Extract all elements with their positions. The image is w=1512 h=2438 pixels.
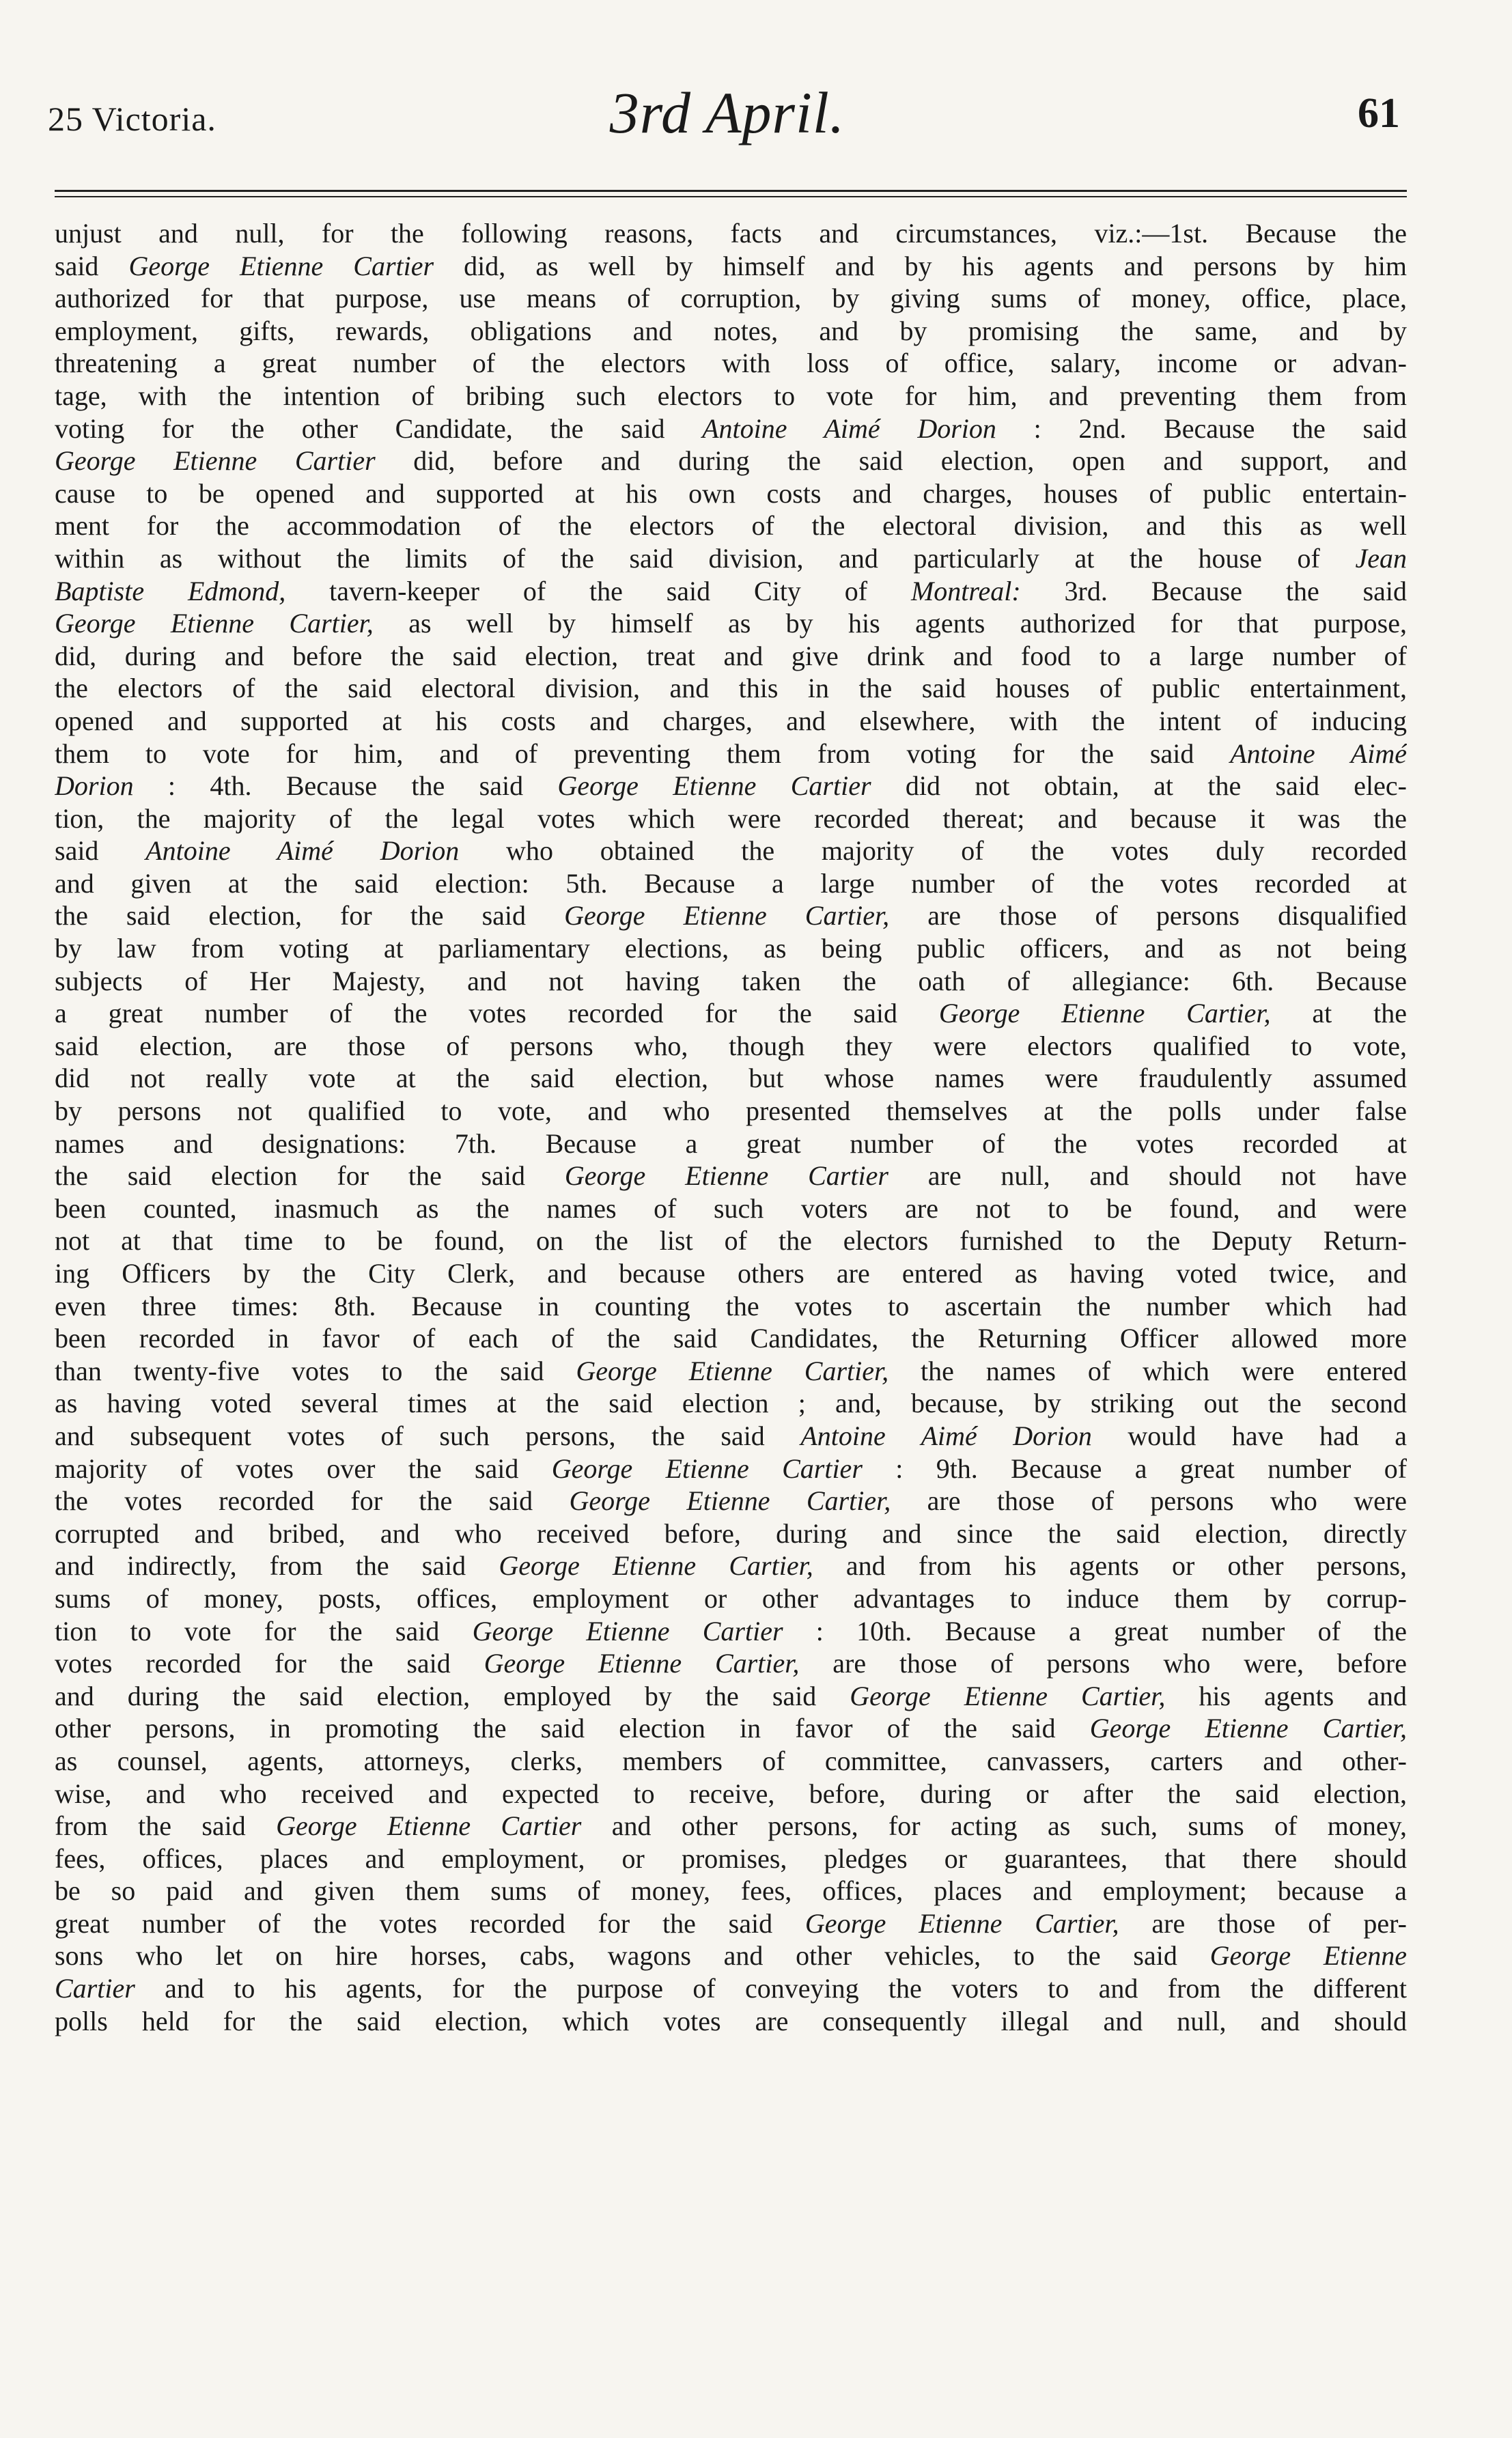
text-run: authorized for that purpose, use means of corruption, by giving sums of money, office, place,	[55, 283, 1407, 314]
text-run: : 2nd. Because the said	[996, 412, 1407, 444]
text-run: and to his agents, for the purpose of conveying the voters to and from the different	[135, 1973, 1407, 2004]
text-line	[55, 1095, 1407, 1127]
text-run: tage, with the intention of bribing such electors to vote for him, and preventing them from	[55, 380, 1407, 411]
regnal-year: 25 Victoria.	[48, 100, 216, 138]
text-run: employment, gifts, rewards, obligations and notes, and by promising the same, and by	[55, 315, 1407, 346]
text-run: are null, and should not have	[888, 1160, 1407, 1192]
text-line	[55, 1615, 1407, 1648]
italic-name: Antoine Aimé Dorion	[145, 835, 460, 867]
text-run: sums of money, posts, offices, employment or other advantages to induce them by corrup-	[55, 1582, 1407, 1614]
text-line	[55, 997, 1407, 1030]
text-run: be so paid and given them sums of money, fees, offices, places and employment; because a	[55, 1875, 1407, 1907]
italic-name: George Etienne Cartier,	[564, 900, 890, 931]
page-number: 61	[1358, 90, 1400, 137]
text-run: been counted, inasmuch as the names of such voters are not to be found, and were	[55, 1192, 1407, 1224]
text-line	[55, 1939, 1407, 1972]
text-run: subjects of Her Majesty, and not having taken the oath of allegiance: 6th. Because	[55, 965, 1407, 996]
text-run: fees, offices, places and employment, or promises, pledges or guarantees, that there should	[55, 1842, 1407, 1874]
text-run: not at that time to be found, on the list of the electors furnished to the Deputy Return-	[55, 1225, 1407, 1257]
text-line	[55, 509, 1407, 542]
text-run: as having voted several times at the said election ; and, because, by striking out the second	[55, 1388, 1407, 1419]
text-run: tion, the majority of the legal votes which were recorded thereat; and because it was the	[55, 802, 1407, 834]
text-line	[55, 1745, 1407, 1778]
text-line	[55, 1257, 1407, 1290]
text-line	[55, 932, 1407, 965]
text-run: did, during and before the said election, treat and give drink and food to a large number of	[55, 640, 1407, 671]
text-line	[55, 1030, 1407, 1063]
text-run: unjust and null, for the following reasons, facts and circumstances, viz.:—1st. Because the	[55, 218, 1407, 249]
text-run: than twenty-five votes to the said	[55, 1355, 576, 1386]
text-line	[55, 867, 1407, 900]
text-run: opened and supported at his costs and charges, and elsewhere, with the intent of inducing	[55, 705, 1407, 736]
text-run: names and designations: 7th. Because a great number of the votes recorded at	[55, 1127, 1407, 1159]
text-line	[55, 217, 1407, 250]
text-line	[55, 1322, 1407, 1355]
text-line	[55, 282, 1407, 315]
text-run: them to vote for him, and of preventing them from voting for the said	[55, 738, 1231, 769]
text-run: other persons, in promoting the said election in favor of the said	[55, 1713, 1090, 1744]
text-run: the said election, for the said	[55, 900, 565, 931]
text-run: great number of the votes recorded for the said	[55, 1907, 805, 1939]
text-run: 3rd. Because the said	[1020, 575, 1407, 606]
header-rule-top	[55, 190, 1407, 192]
text-line	[55, 1355, 1407, 1388]
text-line	[55, 1810, 1407, 1842]
text-run: tion to vote for the said	[55, 1615, 473, 1647]
header-rule-bottom	[55, 196, 1407, 197]
italic-name: Montreal:	[910, 575, 1021, 606]
text-line	[55, 477, 1407, 510]
page-date-title: 3rd April.	[609, 80, 845, 145]
text-line	[55, 770, 1407, 802]
text-line	[55, 1192, 1407, 1225]
italic-name: George Etienne Cartier,	[55, 608, 374, 639]
text-line	[55, 1127, 1407, 1160]
text-run: would have had a	[1091, 1420, 1407, 1451]
text-line	[55, 1485, 1407, 1517]
text-line	[55, 1875, 1407, 1907]
italic-name: George Etienne Cartier,	[850, 1680, 1166, 1711]
italic-name: George Etienne Cartier	[557, 770, 871, 802]
text-run: a great number of the votes recorded for the said	[55, 998, 939, 1029]
text-run: the names of which were entered	[888, 1355, 1407, 1386]
text-run: did, as well by himself and by his agents and persons by him	[434, 250, 1407, 281]
text-run: the electors of the said electoral division, and this in the said houses of public entertainment,	[55, 673, 1407, 704]
text-line	[55, 1647, 1407, 1680]
text-run: wise, and who received and expected to receive, before, during or after the said election,	[55, 1778, 1407, 1809]
text-run: : 9th. Because a great number of	[862, 1453, 1407, 1484]
text-line	[55, 1224, 1407, 1257]
text-line	[55, 1453, 1407, 1485]
italic-name: George Etienne Cartier	[128, 250, 434, 281]
text-line	[55, 1582, 1407, 1615]
text-line	[55, 1680, 1407, 1713]
italic-name: Baptiste Edmond,	[55, 575, 286, 606]
italic-name: George Etienne Cartier,	[569, 1485, 891, 1517]
text-run: are those of persons disqualified	[889, 900, 1407, 931]
text-line	[55, 412, 1407, 445]
italic-name: Antoine Aimé	[1230, 738, 1407, 769]
text-run: at the	[1270, 998, 1407, 1029]
text-run: been recorded in favor of each of the said Candidates, the Returning Officer allowed more	[55, 1323, 1407, 1354]
text-run: votes recorded for the said	[55, 1648, 484, 1679]
body-text	[55, 217, 1407, 2037]
italic-name: Antoine Aimé Dorion	[800, 1420, 1092, 1451]
text-run: as counsel, agents, attorneys, clerks, members of committee, canvassers, carters and other-	[55, 1745, 1407, 1776]
text-run: tavern-keeper of the said City of	[285, 575, 911, 606]
text-run: the said election for the said	[55, 1160, 565, 1192]
text-run: by law from voting at parliamentary elections, as being public officers, and as not being	[55, 933, 1407, 964]
italic-name: Jean	[1355, 542, 1407, 574]
text-run: who obtained the majority of the votes duly recorded	[459, 835, 1407, 867]
text-line	[55, 1420, 1407, 1453]
text-line	[55, 1062, 1407, 1095]
text-line	[55, 445, 1407, 477]
text-line	[55, 672, 1407, 705]
text-run: did not obtain, at the said elec-	[871, 770, 1407, 802]
text-line	[55, 2005, 1407, 2038]
italic-name: George Etienne Cartier,	[804, 1907, 1119, 1939]
text-run: ing Officers by the City Clerk, and because others are entered as having voted twice, and	[55, 1258, 1407, 1289]
text-run: are those of persons who were, before	[799, 1648, 1407, 1679]
text-line	[55, 250, 1407, 283]
italic-name: George Etienne Cartier,	[938, 998, 1271, 1029]
text-run: and indirectly, from the said	[55, 1550, 499, 1582]
text-line	[55, 1842, 1407, 1875]
text-line	[55, 607, 1407, 640]
italic-name: George Etienne Cartier	[55, 445, 376, 477]
document-page	[48, 0, 1407, 2438]
text-line	[55, 1290, 1407, 1323]
text-line	[55, 1550, 1407, 1582]
text-run: and during the said election, employed by the said	[55, 1680, 850, 1711]
text-run: the votes recorded for the said	[55, 1485, 570, 1517]
page-header	[48, 79, 1407, 154]
text-run: threatening a great number of the electors with loss of office, salary, income or advan-	[55, 348, 1407, 379]
text-run: and from his agents or other persons,	[813, 1550, 1407, 1582]
text-run: by persons not qualified to vote, and who presented themselves at the polls under false	[55, 1095, 1407, 1127]
text-line	[55, 315, 1407, 348]
italic-name: Cartier	[55, 1973, 135, 2004]
text-run: : 4th. Because the said	[133, 770, 558, 802]
italic-name: George Etienne Cartier,	[1089, 1713, 1407, 1744]
italic-name: George Etienne Cartier	[472, 1615, 783, 1647]
text-run: did not really vote at the said election, but whose names were fraudulently assumed	[55, 1063, 1407, 1094]
text-line	[55, 1517, 1407, 1550]
text-line	[55, 1712, 1407, 1745]
text-run: cause to be opened and supported at his own costs and charges, houses of public entertain-	[55, 477, 1407, 509]
text-run: are those of persons who were	[891, 1485, 1407, 1517]
text-line	[55, 1387, 1407, 1420]
text-line	[55, 738, 1407, 770]
text-line	[55, 1160, 1407, 1192]
text-line	[55, 965, 1407, 998]
text-line	[55, 575, 1407, 608]
italic-name: George Etienne Cartier,	[576, 1355, 889, 1386]
text-run: said	[55, 250, 129, 281]
text-line	[55, 347, 1407, 380]
text-run: : 10th. Because a great number of the	[783, 1615, 1407, 1647]
text-run: said	[55, 835, 146, 867]
text-run: and given at the said election: 5th. Because a large number of the votes recorded at	[55, 867, 1407, 899]
text-run: voting for the other Candidate, the said	[55, 412, 703, 444]
text-line	[55, 380, 1407, 412]
text-run: polls held for the said election, which votes are consequently illegal and null, and should	[55, 2005, 1407, 2036]
text-line	[55, 705, 1407, 738]
text-line	[55, 1907, 1407, 1940]
text-run: within as without the limits of the said division, and particularly at the house of	[55, 542, 1356, 574]
text-run: his agents and	[1165, 1680, 1407, 1711]
italic-name: Antoine Aimé Dorion	[702, 412, 996, 444]
text-run: from the said	[55, 1810, 277, 1842]
text-line	[55, 899, 1407, 932]
text-run: as well by himself as by his agents authorized for that purpose,	[373, 608, 1407, 639]
text-run: sons who let on hire horses, cabs, wagons and other vehicles, to the said	[55, 1940, 1210, 1972]
text-run: and subsequent votes of such persons, the said	[55, 1420, 801, 1451]
italic-name: George Etienne Cartier	[276, 1810, 582, 1842]
italic-name: George Etienne Cartier	[551, 1453, 863, 1484]
text-line	[55, 542, 1407, 575]
text-line	[55, 802, 1407, 835]
text-line	[55, 1972, 1407, 2005]
text-run: are those of per-	[1119, 1907, 1407, 1939]
text-run: said election, are those of persons who, though they were electors qualified to vote,	[55, 1030, 1407, 1061]
text-run: and other persons, for acting as such, sums of money,	[581, 1810, 1407, 1842]
text-line	[55, 835, 1407, 867]
italic-name: George Etienne Cartier,	[499, 1550, 813, 1582]
italic-name: George Etienne Cartier	[564, 1160, 888, 1192]
text-run: corrupted and bribed, and who received before, during and since the said election, directly	[55, 1517, 1407, 1549]
text-run: majority of votes over the said	[55, 1453, 552, 1484]
text-run: even three times: 8th. Because in counting the votes to ascertain the number which had	[55, 1290, 1407, 1321]
text-run: did, before and during the said election, open and support, and	[375, 445, 1407, 477]
italic-name: George Etienne Cartier,	[484, 1648, 800, 1679]
italic-name: George Etienne	[1209, 1940, 1407, 1972]
italic-name: Dorion	[55, 770, 134, 802]
text-run: ment for the accommodation of the electors of the electoral division, and this as well	[55, 510, 1407, 542]
text-line	[55, 640, 1407, 673]
text-line	[55, 1778, 1407, 1810]
